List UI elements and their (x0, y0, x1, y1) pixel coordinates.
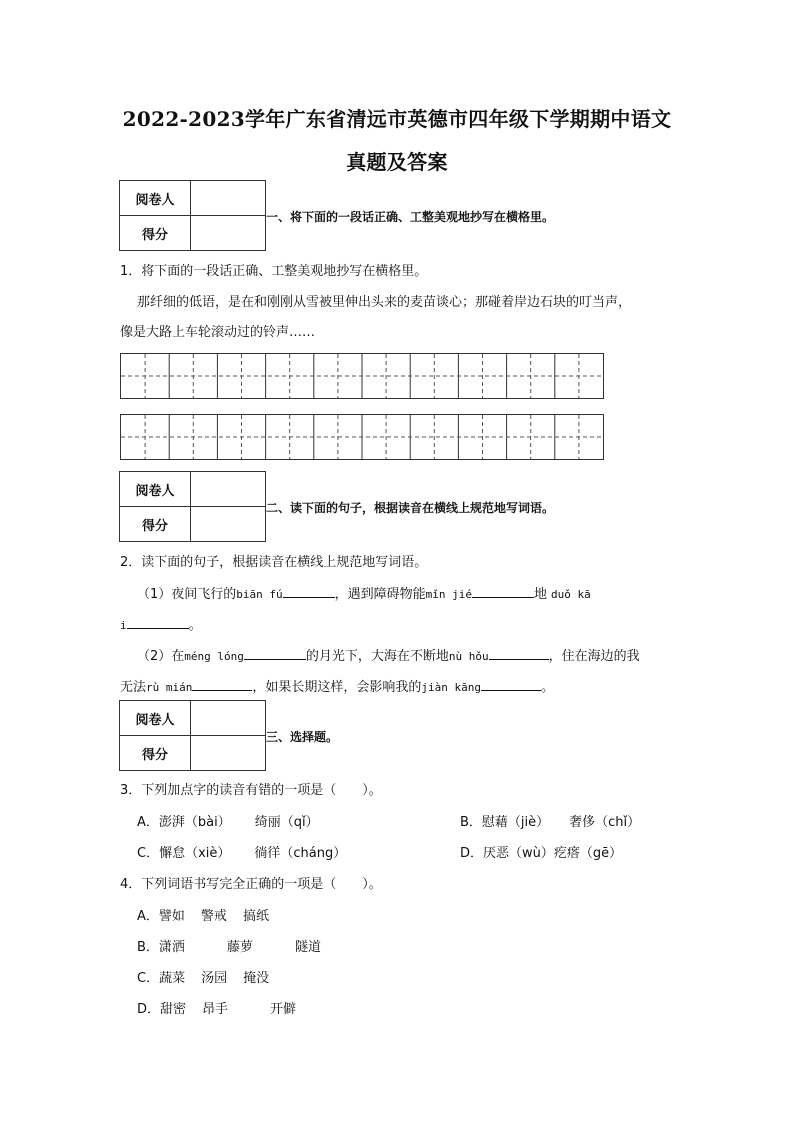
reviewer-cell (191, 181, 266, 216)
score-label: 得分 (120, 736, 191, 771)
option-word: 蔬菜 (159, 971, 186, 986)
option-word: 掩没 (243, 971, 270, 986)
option-word: 潇洒 (158, 940, 185, 955)
reviewer-cell (191, 701, 266, 736)
option-letter: C． (137, 971, 160, 986)
reviewer-label: 阅卷人 (120, 472, 191, 507)
option-text: 澎湃（bài） (158, 815, 231, 830)
option-text: 慰藉（jiè） (481, 815, 550, 830)
s2-end1: ，住在海边的我 (548, 649, 640, 664)
s2-line2-a: 无法 (120, 680, 147, 695)
q4-option-c[interactable] (137, 967, 269, 986)
reviewer-cell (191, 472, 266, 507)
option-word: 警戒 (200, 909, 227, 924)
s1-end: 。 (188, 618, 202, 633)
option-text: 懈怠（xiè） (159, 846, 231, 861)
pinyin-nuhou: nù hǒu (448, 650, 489, 663)
s2-end2: 。 (541, 680, 555, 695)
q2-sentence-1-line1 (137, 583, 591, 602)
reviewer-label: 阅卷人 (120, 181, 191, 216)
score-cell (191, 736, 266, 771)
q3-option-a[interactable] (137, 811, 319, 830)
writing-grid-1[interactable] (120, 353, 604, 399)
option-text: 徜徉（cháng） (254, 846, 347, 861)
section-2-heading: 二、读下面的句子，根据读音在横线上规范地写词语。 (266, 501, 555, 515)
answer-blank[interactable] (127, 616, 189, 629)
option-text: 绮丽（qǐ） (254, 815, 319, 830)
q2-sentence-2-line2 (120, 676, 554, 695)
question-3-stem: 3．下列加点字的读音有错的一项是（ ）。 (120, 783, 382, 798)
option-letter: D． (460, 846, 484, 861)
pinyin-rumian: rù mián (146, 681, 193, 694)
question-1-stem: 1．将下面的一段话正确、工整美观地抄写在横格里。 (120, 264, 428, 279)
answer-blank[interactable] (472, 585, 534, 598)
q4-option-b[interactable] (137, 936, 321, 955)
passage-line-2: 像是大路上车轮滚动过的铃声…… (120, 325, 316, 340)
s1-mid2: 地 (534, 587, 548, 602)
option-letter: C． (137, 846, 160, 861)
reviewer-label: 阅卷人 (120, 701, 191, 736)
option-letter: A． (137, 815, 159, 830)
option-letter: B． (460, 815, 482, 830)
pinyin-bianfu: biān fú (236, 588, 283, 601)
option-word: 藤萝 (226, 940, 253, 955)
s2-mid: 的月光下，大海在不断地 (305, 649, 449, 664)
option-letter: D． (137, 1002, 161, 1017)
page-title-line1: 2022-2023学年广东省清远市英德市四年级下学期期中语文 (122, 107, 672, 131)
answer-blank[interactable] (283, 585, 335, 598)
option-text: 厌恶（wù）疙瘩（gē） (483, 846, 623, 861)
option-word: 譬如 (158, 909, 185, 924)
q4-option-a[interactable] (137, 905, 269, 924)
q2-sentence-1-line2 (120, 614, 202, 633)
score-cell (191, 507, 266, 542)
s2-line2-b: ，如果长期这样，会影响我的 (252, 680, 422, 695)
answer-blank[interactable] (192, 678, 252, 691)
answer-blank[interactable] (244, 647, 306, 660)
q2-sentence-2-line1 (137, 645, 640, 664)
score-label: 得分 (120, 216, 191, 251)
q3-option-c[interactable] (137, 842, 346, 861)
s1-mid: ，遇到障碍物能 (334, 587, 426, 602)
option-text: 奢侈（chǐ） (569, 815, 641, 830)
answer-blank[interactable] (489, 647, 549, 660)
option-word: 搞纸 (242, 909, 269, 924)
page-title-line2: 真题及答案 (346, 150, 448, 174)
q4-option-d[interactable] (137, 998, 296, 1017)
s2-prefix: （2）在 (137, 649, 185, 664)
pinyin-minjie: mǐn jié (425, 588, 473, 601)
pinyin-duokai: duǒ kā (551, 588, 591, 601)
score-cell (191, 216, 266, 251)
score-label: 得分 (120, 507, 191, 542)
score-table-3 (119, 700, 266, 771)
question-2-stem: 2．读下面的句子，根据读音在横线上规范地写词语。 (120, 555, 428, 570)
s1-prefix: （1）夜间飞行的 (137, 587, 237, 602)
score-table-1 (119, 180, 266, 251)
option-word: 甜密 (160, 1002, 187, 1017)
option-letter: B． (137, 940, 159, 955)
q3-option-b[interactable] (460, 811, 640, 830)
pinyin-menglong: méng lóng (184, 650, 244, 663)
q3-option-d[interactable] (460, 842, 622, 861)
answer-blank[interactable] (481, 678, 541, 691)
pinyin-jiankang: jiàn kāng (421, 681, 481, 694)
section-1-heading: 一、将下面的一段话正确、工整美观地抄写在横格里。 (266, 210, 555, 224)
writing-grid-2[interactable] (120, 414, 604, 460)
pinyin-i: i (120, 619, 127, 632)
question-4-stem: 4．下列词语书写完全正确的一项是（ ）。 (120, 877, 382, 892)
option-word: 汤园 (201, 971, 228, 986)
section-3-heading: 三、选择题。 (266, 730, 339, 744)
option-word: 昂手 (202, 1002, 229, 1017)
passage-line-1: 那纤细的低语，是在和刚刚从雪被里伸出头来的麦苗谈心；那碰着岸边石块的叮当声， (137, 295, 632, 310)
option-letter: A． (137, 909, 159, 924)
score-table-2 (119, 471, 266, 542)
option-word: 开僻 (270, 1002, 297, 1017)
option-word: 隧道 (294, 940, 321, 955)
